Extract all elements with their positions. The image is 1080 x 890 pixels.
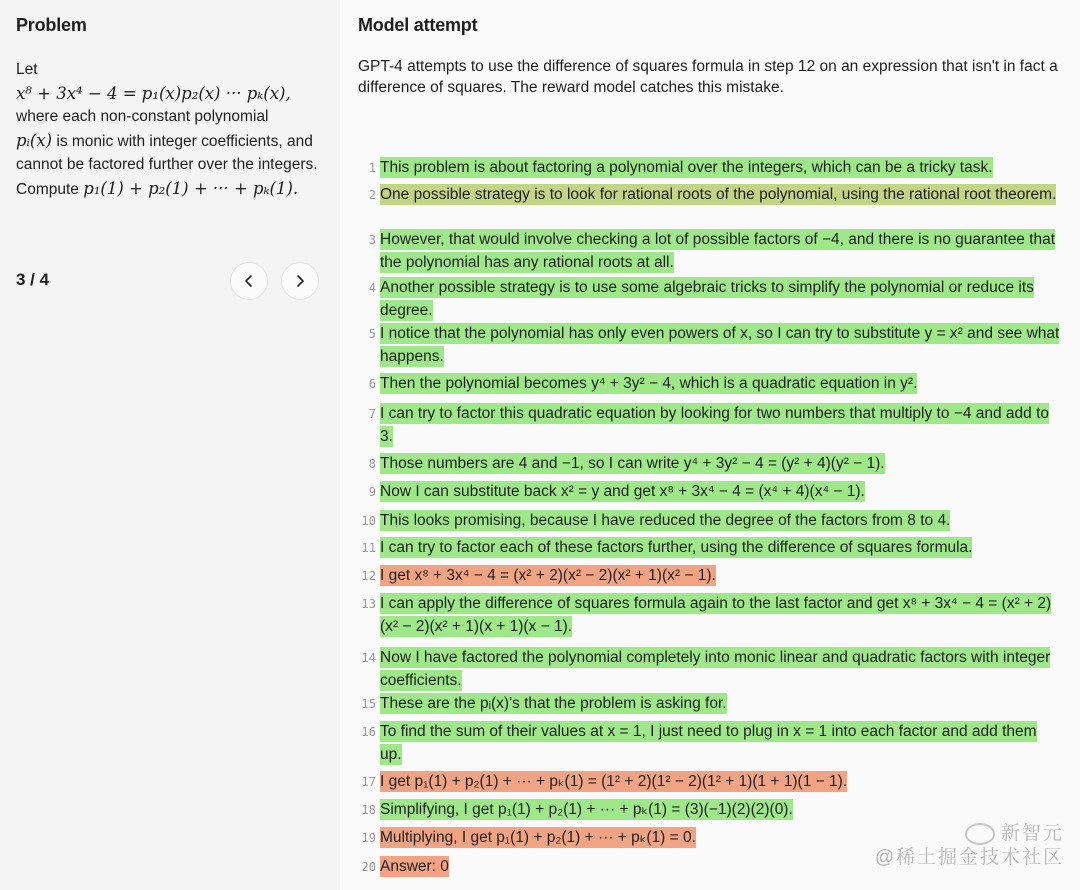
step-number: 13 — [361, 597, 376, 611]
step-number: 15 — [361, 697, 376, 711]
step-text-positive: Simplifying, I get p₁(1) + p₂(1) + ··· + pₖ(1) = (3)(−1)(2)(2)(0). — [380, 801, 793, 818]
model-attempt-panel — [340, 0, 1080, 890]
step-number: 16 — [361, 725, 376, 739]
step-text-container — [380, 646, 1060, 692]
next-button[interactable] — [281, 262, 319, 300]
step-text-container — [380, 536, 1060, 559]
step-text-container — [380, 452, 1060, 475]
problem-equation: x⁸ + 3x⁴ − 4 = p₁(x)p₂(x) ··· pₖ(x), — [16, 83, 291, 103]
step-text-negative: Multiplying, I get p₁(1) + p₂(1) + ··· + pₖ(1) = 0. — [380, 829, 696, 846]
step-text-container — [380, 228, 1060, 274]
problem-pi: pᵢ(x) — [16, 130, 53, 150]
step-text-neutral: One possible strategy is to look for rational roots of the polynomial, using the rational root theorem. — [380, 186, 1057, 203]
step-text-negative: Answer: 0 — [380, 858, 449, 875]
step-number: 2 — [368, 188, 376, 202]
attempt-description: GPT-4 attempts to use the difference of squares formula in step 12 on an expression that isn't in fact a difference of squares. The reward model catches this mistake. — [358, 58, 1058, 96]
step-number: 10 — [361, 514, 376, 528]
step-text-container — [380, 798, 1060, 821]
step-number: 11 — [361, 541, 376, 555]
problem-let: Let — [16, 61, 38, 78]
step-text-positive: I can try to factor this quadratic equation by looking for two numbers that multiply to −4 and add to 3. — [380, 405, 1050, 445]
step-text-container — [380, 720, 1060, 766]
step-text-positive: Those numbers are 4 and −1, so I can write y⁴ + 3y² − 4 = (y² + 4)(y² − 1). — [380, 455, 885, 472]
step-text-container — [380, 372, 1060, 395]
step-text-negative: I get x⁸ + 3x⁴ − 4 = (x² + 2)(x² − 2)(x² + 1)(x² − 1). — [380, 567, 716, 584]
step-number: 9 — [368, 485, 376, 499]
step-text-positive: However, that would involve checking a lot of possible factors of −4, and there is no guarantee that the polynomial has any rational roots at all. — [380, 231, 1056, 271]
step-text-container — [380, 480, 1060, 503]
step-text-positive: Now I can substitute back x² = y and get x⁸ + 3x⁴ − 4 = (x⁴ + 4)(x⁴ − 1). — [380, 483, 865, 500]
step-text-container — [380, 509, 1060, 532]
step-number: 17 — [361, 775, 376, 789]
step-number: 14 — [361, 651, 376, 665]
problem-conditions: is monic with integer coefficients, and cannot be factored further over the integers. Compute — [16, 132, 318, 198]
step-number: 3 — [368, 233, 376, 247]
page-counter: 3 / 4 — [16, 270, 50, 289]
step-text-container — [380, 183, 1060, 206]
problem-panel — [0, 0, 340, 890]
step-text-container — [380, 564, 1060, 587]
watermark-brand: 新智元 — [1000, 823, 1064, 844]
step-number: 1 — [368, 161, 376, 175]
step-text-negative: I get p₁(1) + p₂(1) + ··· + pₖ(1) = (1² + 2)(1² − 2)(1² + 1)(1 + 1)(1 − 1). — [380, 773, 848, 790]
step-text-positive: I can apply the difference of squares formula again to the last factor and get x⁸ + 3x⁴ − 4 = (x² + 2)(x² − 2)(x² + 1)(x + 1)(x − 1). — [380, 595, 1052, 635]
step-text-container — [380, 692, 1060, 715]
step-text-container — [380, 592, 1060, 638]
step-number: 7 — [368, 407, 376, 421]
problem-statement — [16, 58, 328, 201]
model-attempt-title: Model attempt — [358, 15, 478, 35]
step-number: 12 — [361, 569, 376, 583]
step-text-positive: I notice that the polynomial has only even powers of x, so I can try to substitute y = x² and see what happens. — [380, 325, 1060, 365]
step-number: 19 — [361, 831, 376, 845]
step-text-container — [380, 322, 1060, 368]
problem-where: where each non-constant polynomial — [16, 108, 269, 125]
problem-title: Problem — [16, 15, 87, 35]
watermark-handle: @稀土掘金技术社区 — [874, 847, 1064, 868]
step-number: 8 — [368, 457, 376, 471]
wechat-icon — [965, 823, 995, 845]
step-text-container — [380, 770, 1060, 793]
step-text-container — [380, 402, 1060, 448]
chevron-left-icon — [242, 274, 256, 288]
step-text-container — [380, 156, 1060, 179]
step-number: 18 — [361, 803, 376, 817]
step-text-positive: Then the polynomial becomes y⁴ + 3y² − 4, which is a quadratic equation in y². — [380, 375, 918, 392]
step-text-positive: To find the sum of their values at x = 1, I just need to plug in x = 1 into each factor and add them up. — [380, 723, 1037, 763]
step-number: 6 — [368, 377, 376, 391]
step-text-positive: Another possible strategy is to use some algebraic tricks to simplify the polynomial or reduce its degree. — [380, 279, 1034, 319]
problem-sum: p₁(1) + p₂(1) + ··· + pₖ(1). — [83, 178, 299, 198]
watermark — [875, 822, 1064, 870]
step-text-positive: These are the pᵢ(x)'s that the problem is asking for. — [380, 695, 727, 712]
step-number: 4 — [368, 281, 376, 295]
step-text-positive: Now I have factored the polynomial completely into monic linear and quadratic factors with integer coefficients. — [380, 649, 1051, 689]
previous-button[interactable] — [230, 262, 268, 300]
step-text-container — [380, 276, 1060, 322]
step-number: 5 — [368, 327, 376, 341]
step-text-positive: This looks promising, because I have reduced the degree of the factors from 8 to 4. — [380, 512, 951, 529]
step-number: 20 — [361, 860, 376, 874]
problem-rest — [16, 129, 328, 202]
step-text-positive: I can try to factor each of these factors further, using the difference of squares formula. — [380, 539, 973, 556]
chevron-right-icon — [293, 274, 307, 288]
step-text-positive: This problem is about factoring a polynomial over the integers, which can be a tricky task. — [380, 159, 993, 176]
